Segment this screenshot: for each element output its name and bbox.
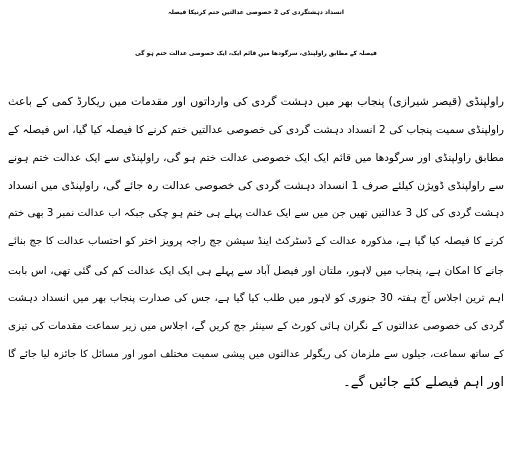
- article-line: مطابق راولپنڈی اور سرگودھا میں قائم ایک ایک خصوصی عدالت ختم ہو گی، راولپنڈی سے ایک عدالت ختم ہونے: [8, 152, 504, 165]
- article-line: راولپنڈی سمیت پنجاب کی 2 انسداد دہشت گردی کی خصوصی عدالتیں ختم کرنے کا فیصلہ کیا گیا، اس فیصلہ کے: [8, 124, 504, 137]
- article-line: جانے کا امکان ہے، پنجاب میں لاہور، ملتان اور فیصل آباد سے پہلے ہی ایک ایک عدالت کم کی گئی تھی، اس بابت: [8, 264, 504, 277]
- subheadline: فیصلہ کے مطابق راولپنڈی، سرگودھا میں قائم ایک، ایک خصوصی عدالت ختم ہو گی: [135, 51, 377, 57]
- article-line: گردی کی خصوصی عدالتوں کے نگران ہائی کورٹ کے سینئر جج کریں گے، اجلاس میں زیر سماعت مقدمات کی تیزی: [8, 320, 504, 332]
- article-line: کے ساتھ سماعت، جیلوں سے ملزمان کی ریگولر عدالتوں میں پیشی سمیت مختلف امور اور مسائل کا جائزہ لیا جائے گا: [8, 348, 504, 360]
- headline: انسداد دہشتگردی کی 2 خصوصی عدالتیں ختم کرنیکا فیصلہ: [168, 9, 344, 16]
- article-body: [8, 88, 504, 397]
- article-line: سے راولپنڈی ڈویژن کیلئے صرف 1 انسداد دہشت گردی کی خصوصی عدالت رہ جائے گی، راولپنڈی میں انسداد: [8, 179, 504, 193]
- article-line: اہم ترین اجلاس آج ہفتہ 30 جنوری کو لاہور میں طلب کیا گیا ہے، جس کی صدارت پنجاب بھر میں انسداد دہشت: [8, 292, 504, 304]
- article-line: اور اہم فیصلے کئے جائیں گے۔: [343, 374, 504, 390]
- article-line: راولپنڈی (قیصر شیرازی) پنجاب بھر میں دہشت گردی کی وارداتوں اور مقدمات میں ریکارڈ کمی کے باعث: [8, 95, 504, 108]
- article-line: کرنے کا فیصلہ کیا گیا ہے، مذکورہ عدالت کے ڈسٹرکٹ اینڈ سیشن جج راجہ پرویز اختر کو احتساب عدالت کا جج بنائے: [8, 236, 504, 248]
- article-line: دہشت گردی کی کل 3 عدالتیں تھیں جن میں سے ایک عدالت پہلے ہی ختم ہو چکی جبکہ اب عدالت نمبر 3 بھی ختم: [8, 208, 504, 220]
